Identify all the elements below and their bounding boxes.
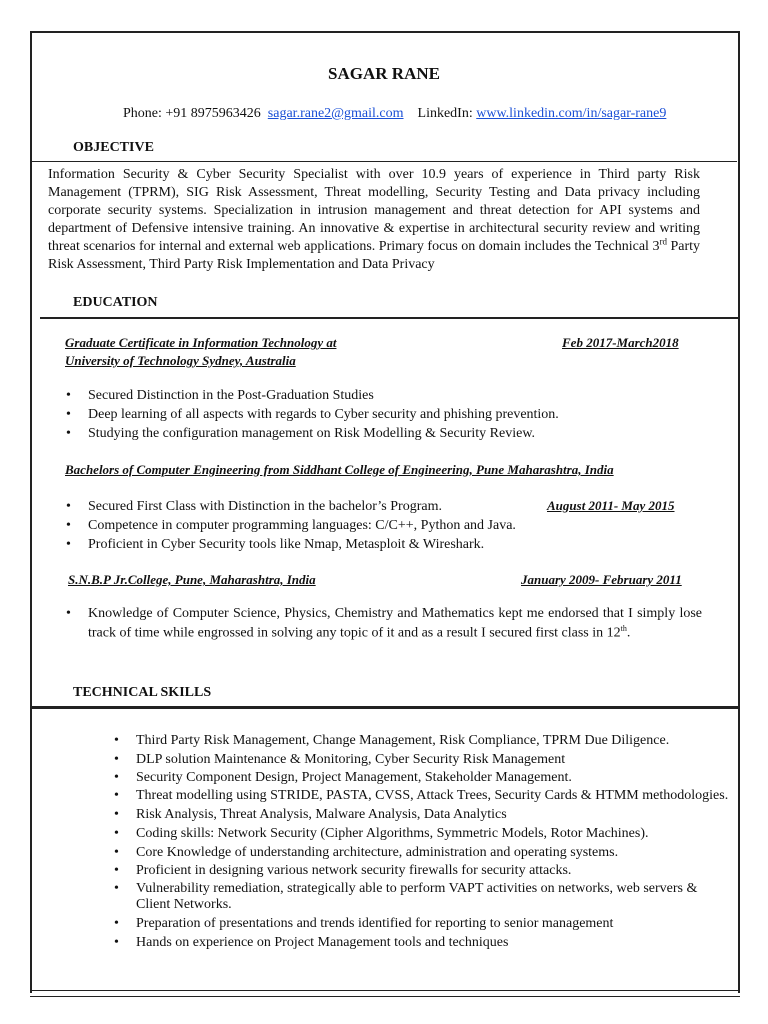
list-item: • DLP solution Maintenance & Monitoring, Cyber Security Risk Management bbox=[110, 751, 730, 770]
list-item: • Third Party Risk Management, Change Management, Risk Compliance, TPRM Due Diligence. bbox=[110, 732, 730, 751]
list-item: • Core Knowledge of understanding architecture, administration and operating systems. bbox=[110, 844, 730, 863]
email-link[interactable]: sagar.rane2@gmail.com bbox=[267, 106, 404, 121]
list-item: • Risk Analysis, Threat Analysis, Malware Analysis, Data Analytics bbox=[110, 806, 730, 825]
list-item: • Secured First Class with Distinction in the bachelor’s Program. bbox=[62, 497, 542, 516]
list-item: • Proficient in designing various network security firewalls for security attacks. bbox=[110, 862, 730, 881]
edu-dates: Feb 2017-March2018 bbox=[562, 335, 679, 350]
edu-title: S.N.B.P Jr.College, Pune, Maharashtra, India bbox=[68, 572, 316, 587]
objective-heading: OBJECTIVE bbox=[73, 140, 154, 155]
education-heading: EDUCATION bbox=[73, 295, 158, 310]
edu-bullets bbox=[62, 606, 702, 641]
divider bbox=[40, 317, 738, 319]
superscript: th bbox=[620, 624, 627, 633]
skills-heading: TECHNICAL SKILLS bbox=[73, 685, 212, 700]
objective-body-end: Party Risk Assessment, Third Party Risk Implementation and Data Privacy bbox=[48, 239, 701, 272]
edu-institution: University of Technology Sydney, Australia bbox=[65, 353, 296, 368]
candidate-name: SAGAR RANE bbox=[328, 64, 440, 83]
edu-bullets bbox=[62, 497, 542, 554]
edu-dates: August 2011- May 2015 bbox=[547, 498, 675, 513]
objective-text bbox=[48, 166, 700, 274]
list-item: • Deep learning of all aspects with regards to Cyber security and phishing prevention. bbox=[62, 405, 702, 424]
page-bottom-border bbox=[30, 990, 740, 997]
list-item: • Preparation of presentations and trends identified for reporting to senior management bbox=[110, 915, 730, 934]
edu-title: Bachelors of Computer Engineering from Siddhant College of Engineering, Pune Maharashtra, India bbox=[65, 462, 614, 477]
list-item: • Vulnerability remediation, strategically able to perform VAPT activities on networks, web servers & Client Networks. bbox=[110, 881, 730, 913]
bullet-text: Knowledge of Computer Science, Physics, Chemistry and Mathematics kept me endorsed that I simply lose track of time while engrossed in solving any topic of it and as a result I secured first class in 12 bbox=[88, 606, 702, 641]
skills-list bbox=[110, 732, 730, 953]
list-item: • Competence in computer programming languages: C/C++, Python and Java. bbox=[62, 516, 542, 535]
superscript: rd bbox=[659, 236, 667, 247]
list-item: • Studying the configuration management on Risk Modelling & Security Review. bbox=[62, 424, 702, 443]
contact-line bbox=[123, 106, 666, 122]
list-item: • Secured Distinction in the Post-Graduation Studies bbox=[62, 386, 702, 405]
phone: Phone: +91 8975963426 bbox=[123, 106, 261, 121]
divider bbox=[31, 161, 737, 162]
edu-dates: January 2009- February 2011 bbox=[521, 572, 682, 587]
bullet-end: . bbox=[626, 625, 631, 641]
objective-body: Information Security & Cyber Security Specialist with over 10.9 years of experience in Third party Risk Management (TPRM), SIG Risk Assessment, Threat modelling, Security Testing and Data privacy including corporate security systems. Specialization in intrusion management and threat detection for API systems and department of Defensive intensive training. An innovative & expertise in architectural security review and writing threat scenarios for internal and external web applications. Primary focus on domain includes the Technical 3 bbox=[48, 167, 700, 254]
list-item: • Proficient in Cyber Security tools like Nmap, Metasploit & Wireshark. bbox=[62, 535, 542, 554]
list-item: • Security Component Design, Project Management, Stakeholder Management. bbox=[110, 769, 730, 788]
list-item: • Hands on experience on Project Management tools and techniques bbox=[110, 934, 730, 953]
list-item bbox=[62, 606, 702, 641]
divider bbox=[31, 706, 738, 709]
edu-bullets bbox=[62, 386, 702, 443]
edu-title: Graduate Certificate in Information Technology at bbox=[65, 335, 337, 350]
linkedin-label: LinkedIn: bbox=[417, 106, 473, 121]
linkedin-link[interactable]: www.linkedin.com/in/sagar-rane9 bbox=[476, 106, 667, 121]
list-item: • Threat modelling using STRIDE, PASTA, CVSS, Attack Trees, Security Cards & HTMM methodologies. bbox=[110, 788, 730, 804]
list-item: • Coding skills: Network Security (Cipher Algorithms, Symmetric Models, Rotor Machines). bbox=[110, 825, 730, 844]
